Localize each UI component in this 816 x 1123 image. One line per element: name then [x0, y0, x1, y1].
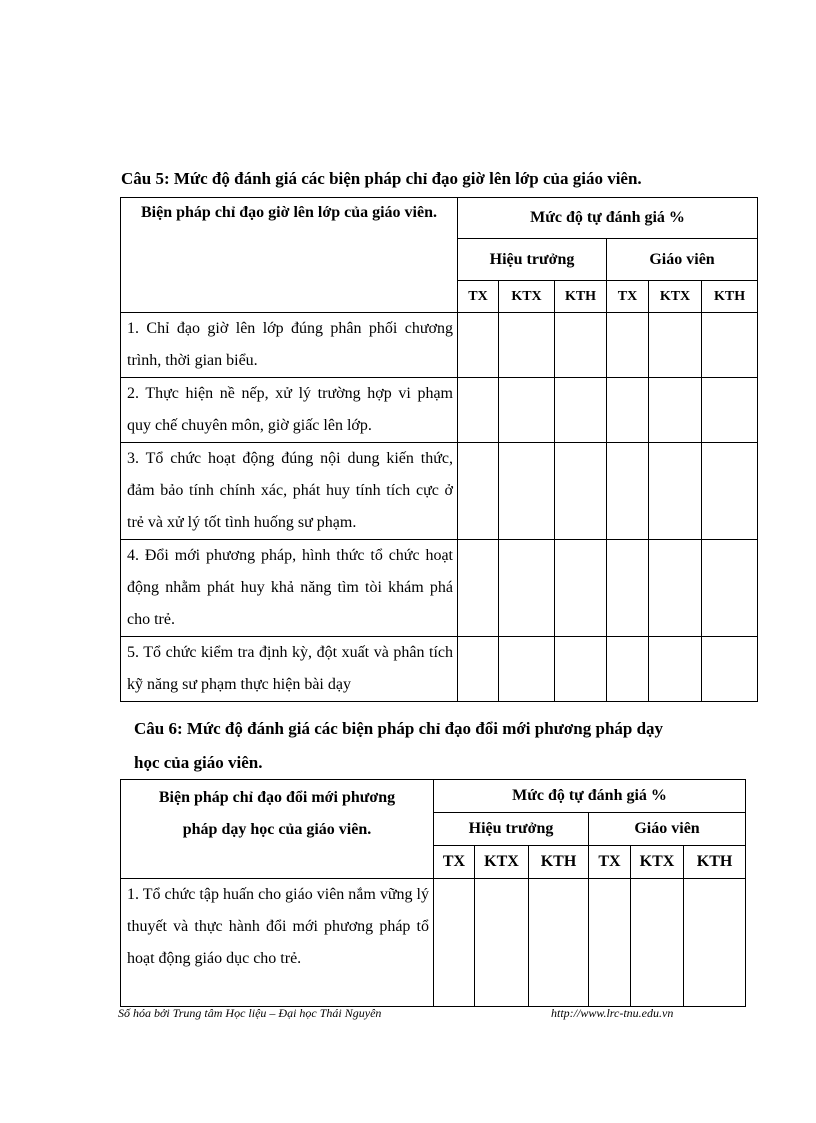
teacher-group-header: Giáo viên: [589, 813, 746, 846]
table-row: [121, 540, 758, 637]
rating-cell[interactable]: [458, 540, 499, 637]
rating-cell[interactable]: [555, 443, 607, 540]
rating-cell[interactable]: [499, 637, 555, 702]
rating-cell[interactable]: [649, 313, 702, 378]
table-row: [121, 378, 758, 443]
rating-cell[interactable]: [499, 443, 555, 540]
level-column-header: Mức độ tự đánh giá %: [458, 198, 758, 239]
rating-cell[interactable]: [607, 313, 649, 378]
rating-cell[interactable]: [607, 378, 649, 443]
rating-cell[interactable]: [702, 378, 758, 443]
sub-header: KTX: [475, 846, 529, 879]
rating-cell[interactable]: [607, 443, 649, 540]
table-row: [121, 313, 758, 378]
question-6-title-line1: Câu 6: Mức độ đánh giá các biện pháp chỉ đạo đổi mới phương pháp dạy: [134, 719, 664, 738]
rating-cell[interactable]: [649, 540, 702, 637]
rating-cell[interactable]: [475, 879, 529, 1007]
rating-cell[interactable]: [529, 879, 589, 1007]
measure-column-header: [121, 780, 434, 879]
rating-cell[interactable]: [499, 378, 555, 443]
footer-url[interactable]: http://www.lrc-tnu.edu.vn: [551, 1006, 674, 1020]
measure-cell: 3. Tổ chức hoạt động đúng nội dung kiến thức, đảm bảo tính chính xác, phát huy tính tích cực ở trẻ và xử lý tốt tình huống sư phạm.: [121, 443, 458, 540]
question-6-title: [134, 712, 754, 780]
rating-cell[interactable]: [607, 637, 649, 702]
sub-header: TX: [458, 281, 499, 313]
rating-cell[interactable]: [702, 637, 758, 702]
rating-cell[interactable]: [458, 378, 499, 443]
measure-cell: 1. Tổ chức tập huấn cho giáo viên nắm vững lý thuyết và thực hành đổi mới phương pháp tổ hoạt động giáo dục cho trẻ.: [121, 879, 434, 1007]
measure-header-line2: pháp dạy học của giáo viên.: [182, 821, 372, 838]
sub-header: TX: [434, 846, 475, 879]
rating-cell[interactable]: [702, 443, 758, 540]
rating-cell[interactable]: [631, 879, 684, 1007]
rating-cell[interactable]: [702, 540, 758, 637]
rating-cell[interactable]: [555, 540, 607, 637]
sub-header: TX: [607, 281, 649, 313]
rating-cell[interactable]: [607, 540, 649, 637]
question-5-table: [120, 197, 758, 702]
rating-cell[interactable]: [649, 443, 702, 540]
measure-cell: 2. Thực hiện nề nếp, xử lý trường hợp vi phạm quy chế chuyên môn, giờ giấc lên lớp.: [121, 378, 458, 443]
sub-header: KTH: [684, 846, 746, 879]
footer-source: Số hóa bởi Trung tâm Học liệu – Đại học Thái Nguyên: [118, 1006, 382, 1020]
sub-header: KTH: [702, 281, 758, 313]
rating-cell[interactable]: [702, 313, 758, 378]
rating-cell[interactable]: [649, 637, 702, 702]
sub-header: KTH: [555, 281, 607, 313]
sub-header: TX: [589, 846, 631, 879]
measure-header-line1: Biện pháp chỉ đạo đổi mới phương: [158, 789, 396, 806]
rating-cell[interactable]: [499, 313, 555, 378]
rating-cell[interactable]: [458, 313, 499, 378]
rating-cell[interactable]: [555, 378, 607, 443]
table-row: [121, 879, 746, 1007]
measure-cell: 4. Đổi mới phương pháp, hình thức tổ chức hoạt động nhằm phát huy khả năng tìm tòi khám phá cho trẻ.: [121, 540, 458, 637]
teacher-group-header: Giáo viên: [607, 239, 758, 281]
rating-cell[interactable]: [458, 637, 499, 702]
principal-group-header: Hiệu trưởng: [458, 239, 607, 281]
table-row: [121, 637, 758, 702]
sub-header: KTX: [499, 281, 555, 313]
sub-header: KTH: [529, 846, 589, 879]
rating-cell[interactable]: [499, 540, 555, 637]
sub-header: KTX: [649, 281, 702, 313]
rating-cell[interactable]: [458, 443, 499, 540]
rating-cell[interactable]: [649, 378, 702, 443]
question-6-table: [120, 779, 746, 1007]
rating-cell[interactable]: [434, 879, 475, 1007]
table-row: [121, 443, 758, 540]
rating-cell[interactable]: [684, 879, 746, 1007]
question-5-title: Câu 5: Mức độ đánh giá các biện pháp chỉ đạo giờ lên lớp của giáo viên.: [121, 169, 642, 188]
rating-cell[interactable]: [555, 313, 607, 378]
question-6-title-line2: học của giáo viên.: [134, 753, 263, 772]
sub-header: KTX: [631, 846, 684, 879]
principal-group-header: Hiệu trưởng: [434, 813, 589, 846]
level-column-header: Mức độ tự đánh giá %: [434, 780, 746, 813]
measure-column-header: Biện pháp chỉ đạo giờ lên lớp của giáo viên.: [121, 198, 458, 313]
measure-cell: 1. Chỉ đạo giờ lên lớp đúng phân phối chương trình, thời gian biểu.: [121, 313, 458, 378]
measure-cell: 5. Tổ chức kiểm tra định kỳ, đột xuất và phân tích kỹ năng sư phạm thực hiện bài dạy: [121, 637, 458, 702]
rating-cell[interactable]: [555, 637, 607, 702]
rating-cell[interactable]: [589, 879, 631, 1007]
